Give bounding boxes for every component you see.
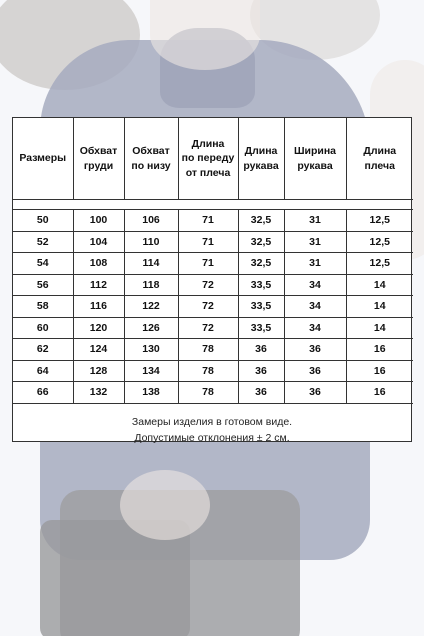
cell-sleeve-width: 31: [284, 210, 346, 232]
cell-front-length: 71: [178, 231, 238, 253]
cell-shoulder-length: 14: [346, 317, 413, 339]
cell-size: 58: [13, 296, 73, 318]
cell-size: 54: [13, 253, 73, 275]
header-size: [13, 118, 73, 200]
cell-chest: 124: [73, 339, 124, 361]
header-hem: [124, 118, 178, 200]
cell-chest: 120: [73, 317, 124, 339]
measurement-notes: [13, 404, 411, 447]
cell-front-length: 72: [178, 317, 238, 339]
table-row: [13, 210, 413, 232]
cell-sleeve-length: 32,5: [238, 210, 284, 232]
note-finished-garment: Замеры изделия в готовом виде.: [131, 415, 293, 428]
header-size-label: Размеры: [19, 152, 67, 165]
cell-shoulder-length: 16: [346, 360, 413, 382]
cell-hem: 130: [124, 339, 178, 361]
cell-hem: 138: [124, 382, 178, 404]
cell-chest: 108: [73, 253, 124, 275]
cell-shoulder-length: 12,5: [346, 253, 413, 275]
table-body: [13, 200, 413, 404]
cell-hem: 126: [124, 317, 178, 339]
cell-shoulder-length: 16: [346, 339, 413, 361]
table-row: [13, 231, 413, 253]
header-front-length: [178, 118, 238, 200]
cell-front-length: 78: [178, 339, 238, 361]
cell-sleeve-width: 34: [284, 317, 346, 339]
cell-front-length: 72: [178, 274, 238, 296]
cell-sleeve-width: 36: [284, 339, 346, 361]
table-row: [13, 339, 413, 361]
cell-sleeve-width: 31: [284, 253, 346, 275]
cell-hem: 114: [124, 253, 178, 275]
cell-size: 64: [13, 360, 73, 382]
cell-chest: 100: [73, 210, 124, 232]
cell-chest: 112: [73, 274, 124, 296]
cell-shoulder-length: 14: [346, 296, 413, 318]
cell-size: 66: [13, 382, 73, 404]
note-tolerance: Допустимые отклонения ± 2 см.: [134, 431, 290, 444]
cell-front-length: 72: [178, 296, 238, 318]
cell-size: 62: [13, 339, 73, 361]
table-row: [13, 317, 413, 339]
header-front-length-label: Длина по переду от плеча: [181, 138, 235, 179]
cell-sleeve-length: 36: [238, 360, 284, 382]
cell-chest: 132: [73, 382, 124, 404]
cell-sleeve-width: 36: [284, 382, 346, 404]
table-row: [13, 382, 413, 404]
cell-sleeve-width: 34: [284, 296, 346, 318]
header-sleeve-length-label: Длина рукава: [243, 145, 279, 172]
cell-size: 56: [13, 274, 73, 296]
cell-sleeve-width: 34: [284, 274, 346, 296]
cell-sleeve-length: 32,5: [238, 231, 284, 253]
cell-front-length: 71: [178, 210, 238, 232]
cell-front-length: 78: [178, 360, 238, 382]
size-table: [13, 118, 413, 404]
header-row: [13, 118, 413, 200]
header-chest: [73, 118, 124, 200]
cell-chest: 116: [73, 296, 124, 318]
cell-sleeve-length: 33,5: [238, 317, 284, 339]
size-chart-card: [12, 117, 412, 442]
table-row: [13, 360, 413, 382]
cell-size: 60: [13, 317, 73, 339]
cell-chest: 104: [73, 231, 124, 253]
cell-size: 52: [13, 231, 73, 253]
cell-shoulder-length: 16: [346, 382, 413, 404]
cell-sleeve-length: 33,5: [238, 296, 284, 318]
cell-sleeve-width: 36: [284, 360, 346, 382]
table-row: [13, 253, 413, 275]
header-shoulder-length: [346, 118, 413, 200]
cell-hem: 106: [124, 210, 178, 232]
cell-front-length: 71: [178, 253, 238, 275]
header-chest-label: Обхват груди: [79, 145, 118, 172]
cell-sleeve-length: 33,5: [238, 274, 284, 296]
cell-shoulder-length: 14: [346, 274, 413, 296]
cell-sleeve-width: 31: [284, 231, 346, 253]
header-hem-label: Обхват по низу: [131, 145, 171, 172]
header-sleeve-width-label: Ширина рукава: [293, 145, 337, 172]
cell-sleeve-length: 36: [238, 339, 284, 361]
cell-size: 50: [13, 210, 73, 232]
header-spacer-row: [13, 200, 413, 210]
table-row: [13, 296, 413, 318]
header-sleeve-length: [238, 118, 284, 200]
cell-hem: 118: [124, 274, 178, 296]
cell-hem: 122: [124, 296, 178, 318]
cell-shoulder-length: 12,5: [346, 210, 413, 232]
cell-sleeve-length: 32,5: [238, 253, 284, 275]
header-sleeve-width: [284, 118, 346, 200]
cell-shoulder-length: 12,5: [346, 231, 413, 253]
cell-chest: 128: [73, 360, 124, 382]
table-row: [13, 274, 413, 296]
cell-hem: 134: [124, 360, 178, 382]
cell-front-length: 78: [178, 382, 238, 404]
cell-hem: 110: [124, 231, 178, 253]
spacer-cell: [13, 200, 413, 210]
cell-sleeve-length: 36: [238, 382, 284, 404]
header-shoulder-length-label: Длина плеча: [363, 145, 397, 172]
